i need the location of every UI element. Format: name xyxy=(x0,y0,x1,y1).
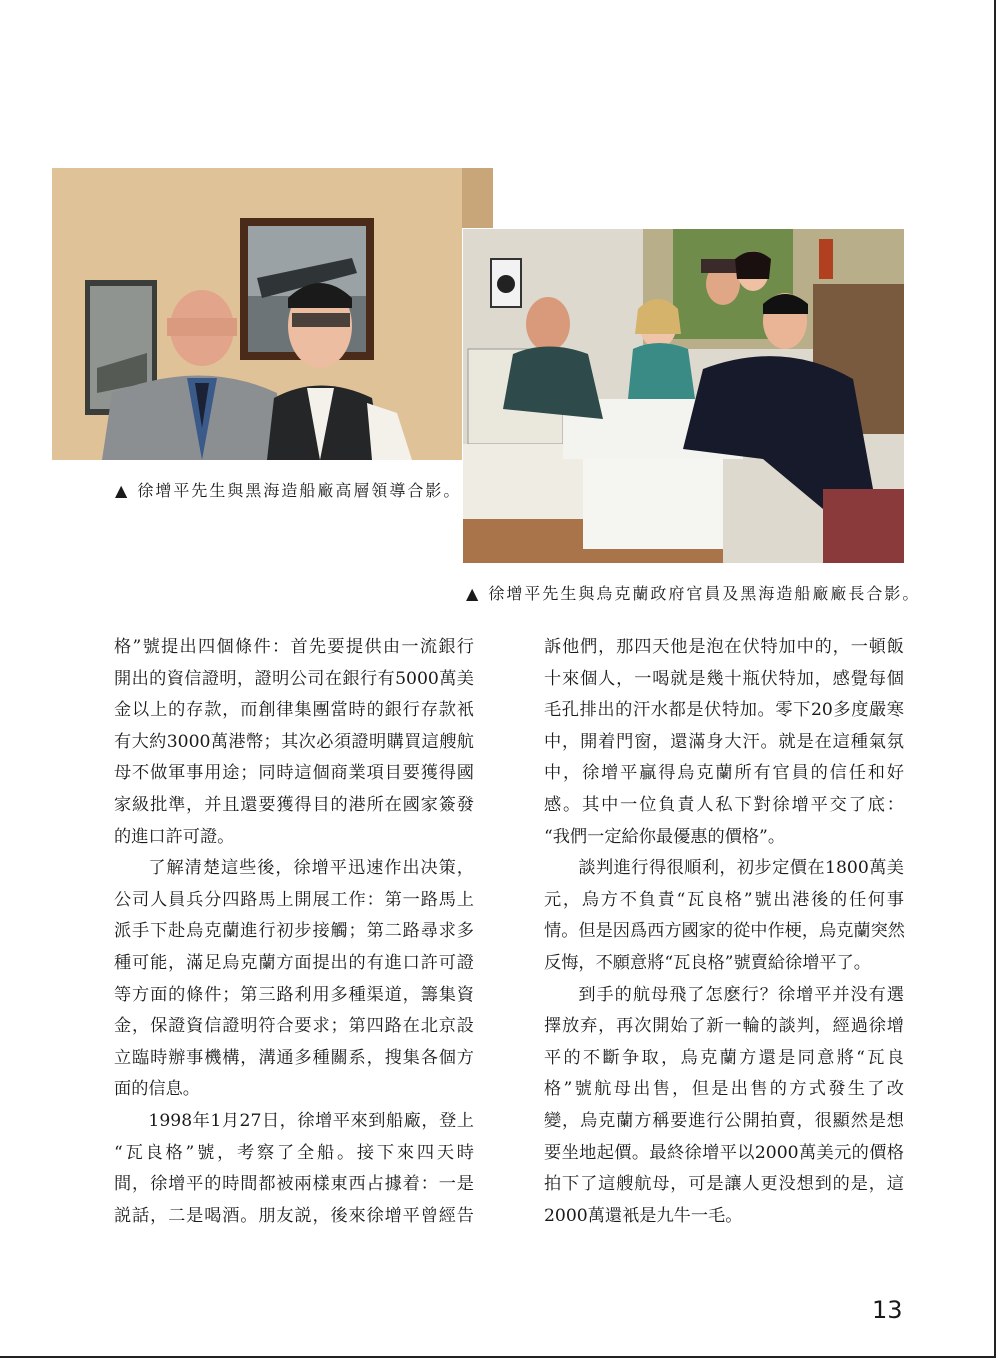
text-line: 間，徐增平的時間都被兩樣東西占據着：一是 xyxy=(114,1174,474,1195)
text-line: “我們一定給你最優惠的價格”。 xyxy=(544,826,786,847)
text-line: 格”號航母出售，但是出售的方式發生了改 xyxy=(544,1079,904,1100)
text-line: 等方面的條件；第三路利用多種渠道，籌集資 xyxy=(114,984,474,1005)
text-line: 情。但是因爲西方國家的從中作梗，烏克蘭突然 xyxy=(544,921,905,942)
right-column-text xyxy=(544,632,904,1232)
text-line: 到手的航母飛了怎麽行？徐增平并没有選 xyxy=(578,984,904,1005)
text-line: 説話，二是喝酒。朋友説，後來徐增平曾經告 xyxy=(114,1205,474,1226)
text-line: 十來個人，一喝就是幾十瓶伏特加，感覺每個 xyxy=(544,668,904,689)
text-line: 毛孔排出的汗水都是伏特加。零下20多度嚴寒 xyxy=(544,700,904,721)
photo-caption-2-text: 徐增平先生與烏克蘭政府官員及黑海造船廠廠長合影。 xyxy=(488,584,921,603)
photo-shipyard-leaders xyxy=(52,168,493,460)
text-line: 平的不斷争取，烏克蘭方還是同意將“瓦良 xyxy=(544,1047,904,1068)
text-line: 元，烏方不負責“瓦良格”號出港後的任何事 xyxy=(544,889,904,910)
text-line: 感。其中一位負責人私下對徐增平交了底： xyxy=(544,794,904,815)
text-line: 訴他們，那四天他是泡在伏特加中的，一頓飯 xyxy=(544,637,904,657)
text-line: 中，徐增平贏得烏克蘭所有官員的信任和好 xyxy=(544,763,904,784)
text-line: 變，烏克蘭方稱要進行公開拍賣，很顯然是想 xyxy=(544,1110,904,1131)
text-line: 家級批準，并且還要獲得目的港所在國家簽發 xyxy=(114,794,474,815)
photo-caption-1 xyxy=(115,478,461,501)
text-line: 談判進行得很順利，初步定價在1800萬美 xyxy=(578,858,904,879)
text-line: 有大約3000萬港幣；其次必須證明購買這艘航 xyxy=(114,731,474,752)
text-line: 立臨時辦事機構，溝通多種關系，搜集各個方 xyxy=(114,1047,474,1068)
text-line: 要坐地起價。最終徐增平以2000萬美元的價格 xyxy=(544,1142,904,1163)
text-line: 母不做軍事用途；同時這個商業項目要獲得國 xyxy=(114,763,474,784)
text-line: 開出的資信證明，證明公司在銀行有5000萬美 xyxy=(114,668,474,689)
text-line: 金，保證資信證明符合要求；第四路在北京設 xyxy=(114,1016,474,1037)
text-line: 格”號提出四個條件：首先要提供由一流銀行 xyxy=(114,637,474,657)
photo-caption-1-text: 徐增平先生與黑海造船廠高層領導合影。 xyxy=(137,481,462,500)
text-line: 中，開着門窗，還滿身大汗。就是在這種氣氛 xyxy=(544,731,904,752)
text-line: 面的信息。 xyxy=(114,1079,200,1100)
text-line: 公司人員兵分四路馬上開展工作：第一路馬上 xyxy=(114,889,474,910)
photo-ukrainian-officials xyxy=(463,229,904,563)
text-line: 1998年1月27日，徐增平來到船廠，登上 xyxy=(148,1110,474,1131)
triangle-marker-icon: ▲ xyxy=(115,481,130,500)
left-column-text xyxy=(114,632,474,1232)
text-line: “瓦良格”號，考察了全船。接下來四天時 xyxy=(114,1142,474,1163)
photo-caption-2 xyxy=(466,581,920,604)
text-line: 金以上的存款，而創律集團當時的銀行存款衹 xyxy=(114,700,474,721)
triangle-marker-icon: ▲ xyxy=(466,584,481,603)
text-line: 2000萬還衹是九牛一毛。 xyxy=(544,1205,743,1226)
text-line: 的進口許可證。 xyxy=(114,826,235,847)
text-line: 派手下赴烏克蘭進行初步接觸；第二路尋求多 xyxy=(114,921,474,942)
text-line: 擇放弃，再次開始了新一輪的談判，經過徐增 xyxy=(544,1016,904,1037)
photo-ukrainian-officials-image xyxy=(463,229,904,563)
text-line: 拍下了這艘航母，可是讓人更没想到的是，這 xyxy=(544,1174,904,1195)
page-number: 13 xyxy=(872,1296,903,1324)
text-line: 反悔，不願意將“瓦良格”號賣給徐增平了。 xyxy=(544,952,871,973)
photo-shipyard-leaders-image xyxy=(52,168,493,460)
text-line: 種可能，滿足烏克蘭方面提出的有進口許可證 xyxy=(114,952,474,973)
text-line: 了解清楚這些後，徐增平迅速作出决策， xyxy=(148,858,474,879)
